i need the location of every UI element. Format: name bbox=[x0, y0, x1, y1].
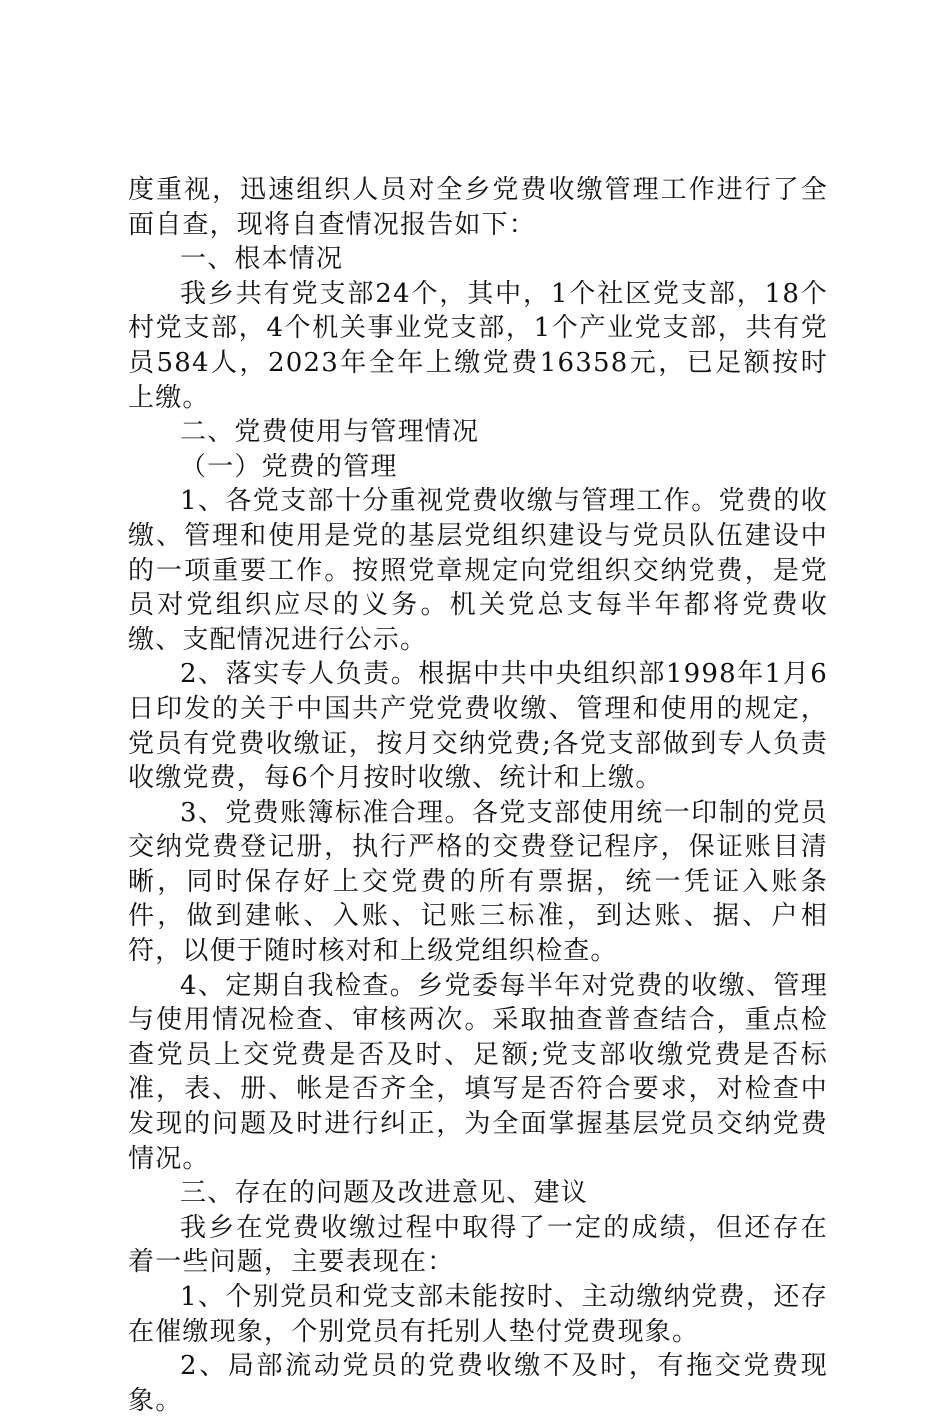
paragraph-problem-2: 2、局部流动党员的党费收缴不及时，有拖交党费现象。 bbox=[128, 1351, 828, 1416]
paragraph-item-3: 3、党费账簿标准合理。各党支部使用统一印制的党员交纳党费登记册，执行严格的交费登记程序，保证账目清晰，同时保存好上交党费的所有票据，统一凭证入账条件，做到建帐、入账、记账三标准，到达账、据、户相符，以便于随时核对和上级党组织检查。 bbox=[128, 797, 828, 967]
section-heading-usage-management: 二、党费使用与管理情况 bbox=[180, 417, 480, 448]
paragraph-problems-intro: 我乡在党费收缴过程中取得了一定的成绩，但还存在着一些问题，主要表现在： bbox=[128, 1212, 828, 1278]
section-heading-problems: 三、存在的问题及改进意见、建议 bbox=[180, 1178, 589, 1209]
paragraph-intro-continuation: 度重视，迅速组织人员对全乡党费收缴管理工作进行了全面自查，现将自查情况报告如下： bbox=[128, 175, 828, 240]
paragraph-item-4: 4、定期自我检查。乡党委每半年对党费的收缴、管理与使用情况检查、审核两次。采取抽查普查结合，重点检查党员上交党费是否及时、足额;党支部收缴党费是否标准，表、册、帐是否齐全，填写是否符合要求，对检查中发现的问题及时进行纠正，为全面掌握基层党员交纳党费情况。 bbox=[128, 970, 828, 1174]
paragraph-item-2: 2、落实专人负责。根据中共中央组织部1998年1月6日印发的关于中国共产党党费收缴、管理和使用的规定，党员有党费收缴证，按月交纳党费;各党支部做到专人负责收缴党费，每6个月按时收缴、统计和上缴。 bbox=[128, 659, 828, 794]
paragraph-problem-1: 1、个别党员和党支部未能按时、主动缴纳党费，还存在催缴现象，个别党员有托别人垫付党费现象。 bbox=[128, 1282, 828, 1347]
subsection-heading-fee-management: （一）党费的管理 bbox=[180, 451, 398, 482]
paragraph-item-1: 1、各党支部十分重视党费收缴与管理工作。党费的收缴、管理和使用是党的基层党组织建设与党员队伍建设中的一项重要工作。按照党章规定向党组织交纳党费，是党员对党组织应尽的义务。机关党总支每半年都将党费收缴、支配情况进行公示。 bbox=[128, 486, 828, 655]
document-page bbox=[128, 173, 828, 1418]
section-heading-basic-situation: 一、根本情况 bbox=[180, 244, 344, 275]
paragraph-basic-situation: 我乡共有党支部24个，其中，1个社区党支部，18个村党支部，4个机关事业党支部，1个产业党支部，共有党员584人，2023年全年上缴党费16358元，已足额按时上缴。 bbox=[128, 278, 828, 413]
